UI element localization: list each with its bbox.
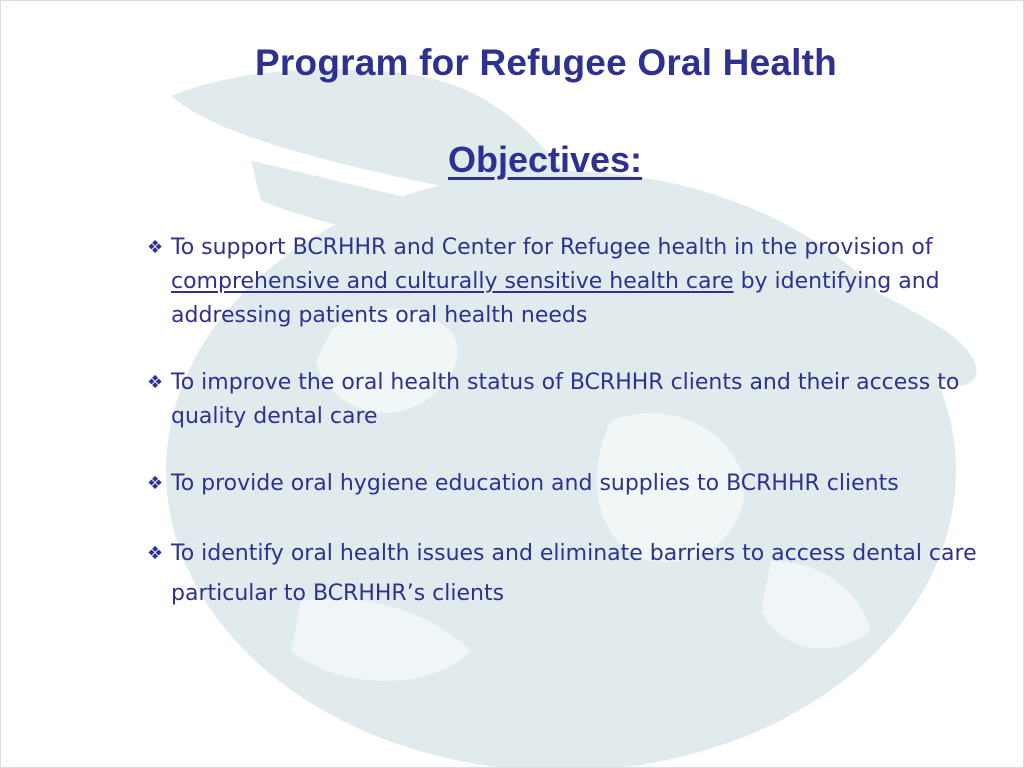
objective-text: To support BCRHHR and Center for Refugee health in the provision of xyxy=(171,235,933,260)
four-diamond-bullet-icon: ❖ xyxy=(147,372,164,393)
four-diamond-bullet-icon: ❖ xyxy=(147,473,164,494)
slide-title: Program for Refugee Oral Health xyxy=(255,42,837,83)
objective-item xyxy=(147,366,977,434)
slide-subtitle: Objectives: xyxy=(447,139,643,180)
four-diamond-bullet-icon: ❖ xyxy=(147,237,164,258)
objective-text: To provide oral hygiene education and supplies to BCRHHR clients xyxy=(171,471,899,496)
objective-item xyxy=(147,231,977,333)
four-diamond-bullet-icon: ❖ xyxy=(147,543,164,564)
objective-text: by identifying and addressing patients oral health needs xyxy=(171,269,940,328)
objective-item xyxy=(147,467,977,501)
objective-text: To identify oral health issues and eliminate barriers to access dental care particular to BCRHHR’s clients xyxy=(171,541,977,606)
objectives-list xyxy=(147,231,977,647)
objective-emphasis: comprehensive and culturally sensitive health care xyxy=(171,269,734,294)
objective-item xyxy=(147,534,977,614)
objective-text: To improve the oral health status of BCRHHR clients and their access to quality dental care xyxy=(171,370,960,429)
